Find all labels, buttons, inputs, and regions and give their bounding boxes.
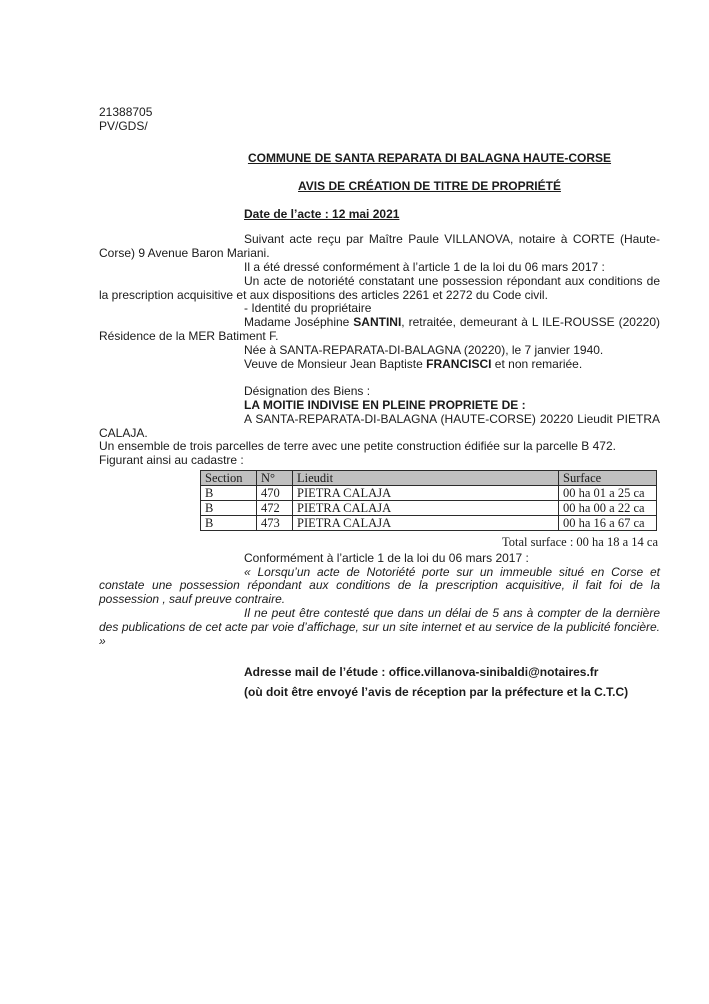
proprietaire-pre: Madame Joséphine [244, 315, 354, 330]
para-loi-quote-2: Il ne peut être contesté que dans un délai de 5 ans à compter de la dernière des publications de cet acte par voie d’affichage, sur un site internet et au service de la publicité foncière. » [99, 606, 660, 648]
col-header-section: Section [201, 471, 257, 486]
para-lieu: A SANTA-REPARATA-DI-BALAGNA (HAUTE-CORSE) 20220 Lieudit PIETRA CALAJA. [99, 411, 660, 440]
para-identite: - Identité du propriétaire [244, 301, 372, 316]
para-proprietaire [99, 316, 660, 344]
para-designation: Désignation des Biens : [244, 384, 371, 399]
cell-numero: 470 [257, 486, 293, 501]
table-row [201, 486, 657, 501]
cell-lieudit: PIETRA CALAJA [293, 486, 559, 501]
cell-lieudit: PIETRA CALAJA [293, 516, 559, 531]
para-cadastre-intro: Figurant ainsi au cadastre : [99, 453, 244, 468]
cell-numero: 473 [257, 516, 293, 531]
avis-title: AVIS DE CRÉATION DE TITRE DE PROPRIÉTÉ [298, 178, 561, 193]
title-block [99, 152, 660, 194]
cell-numero: 472 [257, 501, 293, 516]
table-row [201, 501, 657, 516]
cadastre-table [200, 470, 657, 531]
acte-date-line: Date de l’acte : 12 mai 2021 [244, 207, 400, 222]
cell-surface: 00 ha 00 a 22 ca [559, 501, 657, 516]
para-veuve [99, 358, 660, 372]
body-paragraphs [99, 233, 660, 468]
total-surface: Total surface : 00 ha 18 a 14 ca [501, 535, 658, 550]
veuve-nom: FRANCISCI [426, 356, 492, 371]
para-loi-intro: Conformément à l’article 1 de la loi du 06 mars 2017 : [244, 550, 529, 565]
cadastre-header-row [201, 471, 657, 486]
reference-code: PV/GDS/ [99, 118, 148, 133]
document-content [99, 106, 660, 702]
col-header-surface: Surface [559, 471, 657, 486]
para-dresse: Il a été dressé conformément à l’article 1 de la loi du 06 mars 2017 : [244, 260, 605, 275]
table-row [201, 516, 657, 531]
col-header-numero: N° [257, 471, 293, 486]
para-notoriete: Un acte de notoriété constatant une possession répondant aux conditions de la prescription acquisitive et aux dispositions des articles 2261 et 2272 du Code civil. [99, 273, 660, 302]
para-naissance: Née à SANTA-REPARATA-DI-BALAGNA (20220), le 7 janvier 1940. [244, 342, 604, 357]
cell-surface: 00 ha 01 a 25 ca [559, 486, 657, 501]
reference-number: 21388705 [99, 105, 153, 119]
para-moitie: LA MOITIE INDIVISE EN PLEINE PROPRIETE DE : [244, 398, 526, 413]
veuve-pre: Veuve de Monsieur Jean Baptiste [244, 356, 427, 371]
footer-note-line: (où doit être envoyé l’avis de réception par la préfecture et la C.T.C) [244, 684, 629, 699]
reference-block [99, 106, 660, 134]
col-header-lieudit: Lieudit [293, 471, 559, 486]
loi-block [99, 552, 660, 649]
commune-title: COMMUNE DE SANTA REPARATA DI BALAGNA HAUTE-CORSE [247, 150, 612, 165]
cell-section: B [201, 486, 257, 501]
footer-email-line: Adresse mail de l’étude : office.villanova-sinibaldi@notaires.fr [244, 665, 599, 680]
footer-block [244, 663, 660, 702]
para-acte: Suivant acte reçu par Maître Paule VILLANOVA, notaire à CORTE (Haute-Corse) 9 Avenue Baron Mariani. [99, 232, 660, 261]
proprietaire-nom: SANTINI [353, 315, 402, 330]
veuve-post: et non remariée. [491, 356, 583, 371]
cell-lieudit: PIETRA CALAJA [293, 501, 559, 516]
proprietaire-post: , retraitée, demeurant à L ILE-ROUSSE (20220) Résidence de la MER Batiment F. [99, 315, 660, 344]
para-loi-quote-1: « Lorsqu’un acte de Notoriété porte sur un immeuble situé en Corse et constate une possession répondant aux conditions de la prescription acquisitive, il fait foi de la possession , sauf preuve contraire. [99, 564, 660, 607]
cell-section: B [201, 501, 257, 516]
cell-section: B [201, 516, 257, 531]
para-ensemble: Un ensemble de trois parcelles de terre avec une petite construction édifiée sur la parcelle B 472. [99, 439, 616, 454]
cell-surface: 00 ha 16 a 67 ca [559, 516, 657, 531]
